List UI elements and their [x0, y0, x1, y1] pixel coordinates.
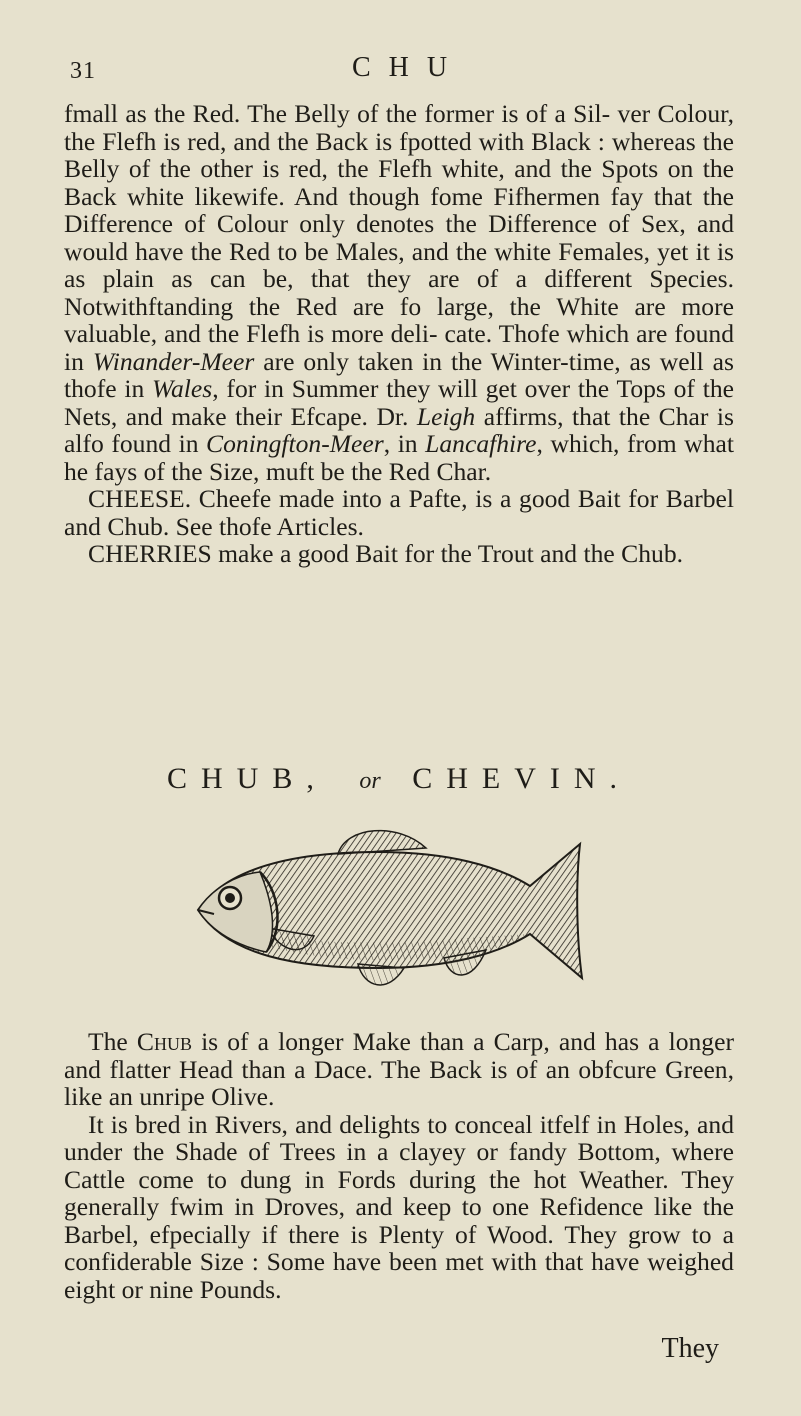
text-line: are [254, 346, 295, 376]
text-line: White are more valuable, and the Flefh is more deli- [64, 291, 734, 348]
text-line: Chub. [621, 539, 684, 568]
paragraph-char [64, 100, 734, 485]
body-text-char-continued [64, 100, 734, 568]
text-line: has a longer and flatter Head than a Dace. The Back [64, 1027, 734, 1084]
place-name: Lancafhire [425, 429, 537, 458]
text-line: affirms, that the [475, 401, 651, 431]
text-line: for in Summer they will get over the Tops of the Nets, [64, 374, 734, 431]
text-line: , [212, 374, 219, 403]
place-name: Wales [152, 374, 213, 403]
text-line: it is as plain as can be, that they are of a different [64, 236, 735, 293]
paragraph-chub-description [64, 1028, 734, 1111]
text-line: , in [383, 429, 426, 458]
text-line: Colour only denotes the Difference of Sex, and would [64, 209, 735, 266]
text-line: Droves, and keep to one Refidence like the Barbel, [64, 1192, 734, 1249]
text-line: And though fome Fifhermen fay that the Difference of [64, 181, 734, 238]
text-line: only taken in the Winter-time, as well as thofe in [64, 346, 734, 403]
pelvic-fin [358, 964, 404, 985]
text-line: fandy Bottom, where Cattle come to dung in Fords [64, 1137, 734, 1194]
heading-word: CHEVIN. [412, 762, 632, 795]
text-line: Species. Notwithftanding the Red are fo large, the [64, 264, 734, 321]
fish-name: Chub [136, 1027, 192, 1056]
page-header [70, 52, 730, 92]
page-number: 31 [70, 58, 96, 84]
text-line: a confiderable Size : Some have been met with that [64, 1219, 734, 1276]
dorsal-fin [338, 831, 426, 854]
chub-fish-illustration [168, 818, 598, 1014]
text-line: have weighed eight or nine Pounds. [64, 1247, 734, 1304]
text-line: during the hot Weather. They generally fwim in [64, 1164, 735, 1221]
text-line: is of a longer Make than a Carp, and [191, 1027, 596, 1056]
heading-conjunction: or [359, 768, 381, 794]
paragraph-chub-habitat [64, 1111, 734, 1304]
text-line: with Black : whereas the Belly of the other is red, the [64, 126, 734, 183]
running-head: CHU [352, 52, 466, 83]
text-line: , [536, 429, 543, 458]
text-line: CHERRIES make a good Bait for the Trout and the [88, 539, 615, 568]
text-line: The [88, 1027, 137, 1056]
place-name: Winander-Meer [92, 346, 255, 376]
body-text-chub [64, 1028, 734, 1303]
heading-word: CHUB, [166, 762, 328, 795]
text-line: and make their Efcape. Dr. [125, 401, 417, 431]
text-line: Holes, and under the Shade of Trees in a clayey or [64, 1109, 734, 1166]
section-heading [64, 762, 734, 796]
paragraph-cheese [64, 485, 734, 540]
paragraph-cherries [64, 540, 734, 568]
text-line: ver Colour, the Flefh is red, and the Back is fpotted [64, 99, 735, 156]
catchword: They [661, 1333, 719, 1364]
text-line: fmall as the Red. The Belly of the former is of a Sil- [64, 99, 611, 128]
text-line: Flefh white, and the Spots on the Back white likewife. [64, 154, 734, 211]
text-line: which, from what he fays of the Size, muft be the Red [64, 429, 734, 486]
text-line: CHEESE. Cheefe made into a Pafte, is a good Bait [88, 484, 621, 513]
text-line: efpecially if there is Plenty of Wood. They grow to [149, 1219, 712, 1249]
text-line: have the Red to be Males, and the white Females, yet [135, 236, 689, 266]
place-name: Coningfton-Meer [206, 429, 384, 458]
text-line: Char. [436, 456, 492, 486]
text-line: It is bred in Rivers, and delights to conceal itfelf in [88, 1109, 617, 1139]
person-name: Leigh [416, 401, 476, 431]
text-line: is of an obfcure Green, like an unripe Olive. [64, 1054, 735, 1111]
text-line: cate. Thofe which are found in [64, 319, 734, 376]
text-line: for Barbel and Chub. See thofe Articles. [64, 484, 734, 541]
fish-pupil [225, 893, 235, 903]
text-line: Char is alfo found in [64, 401, 734, 458]
